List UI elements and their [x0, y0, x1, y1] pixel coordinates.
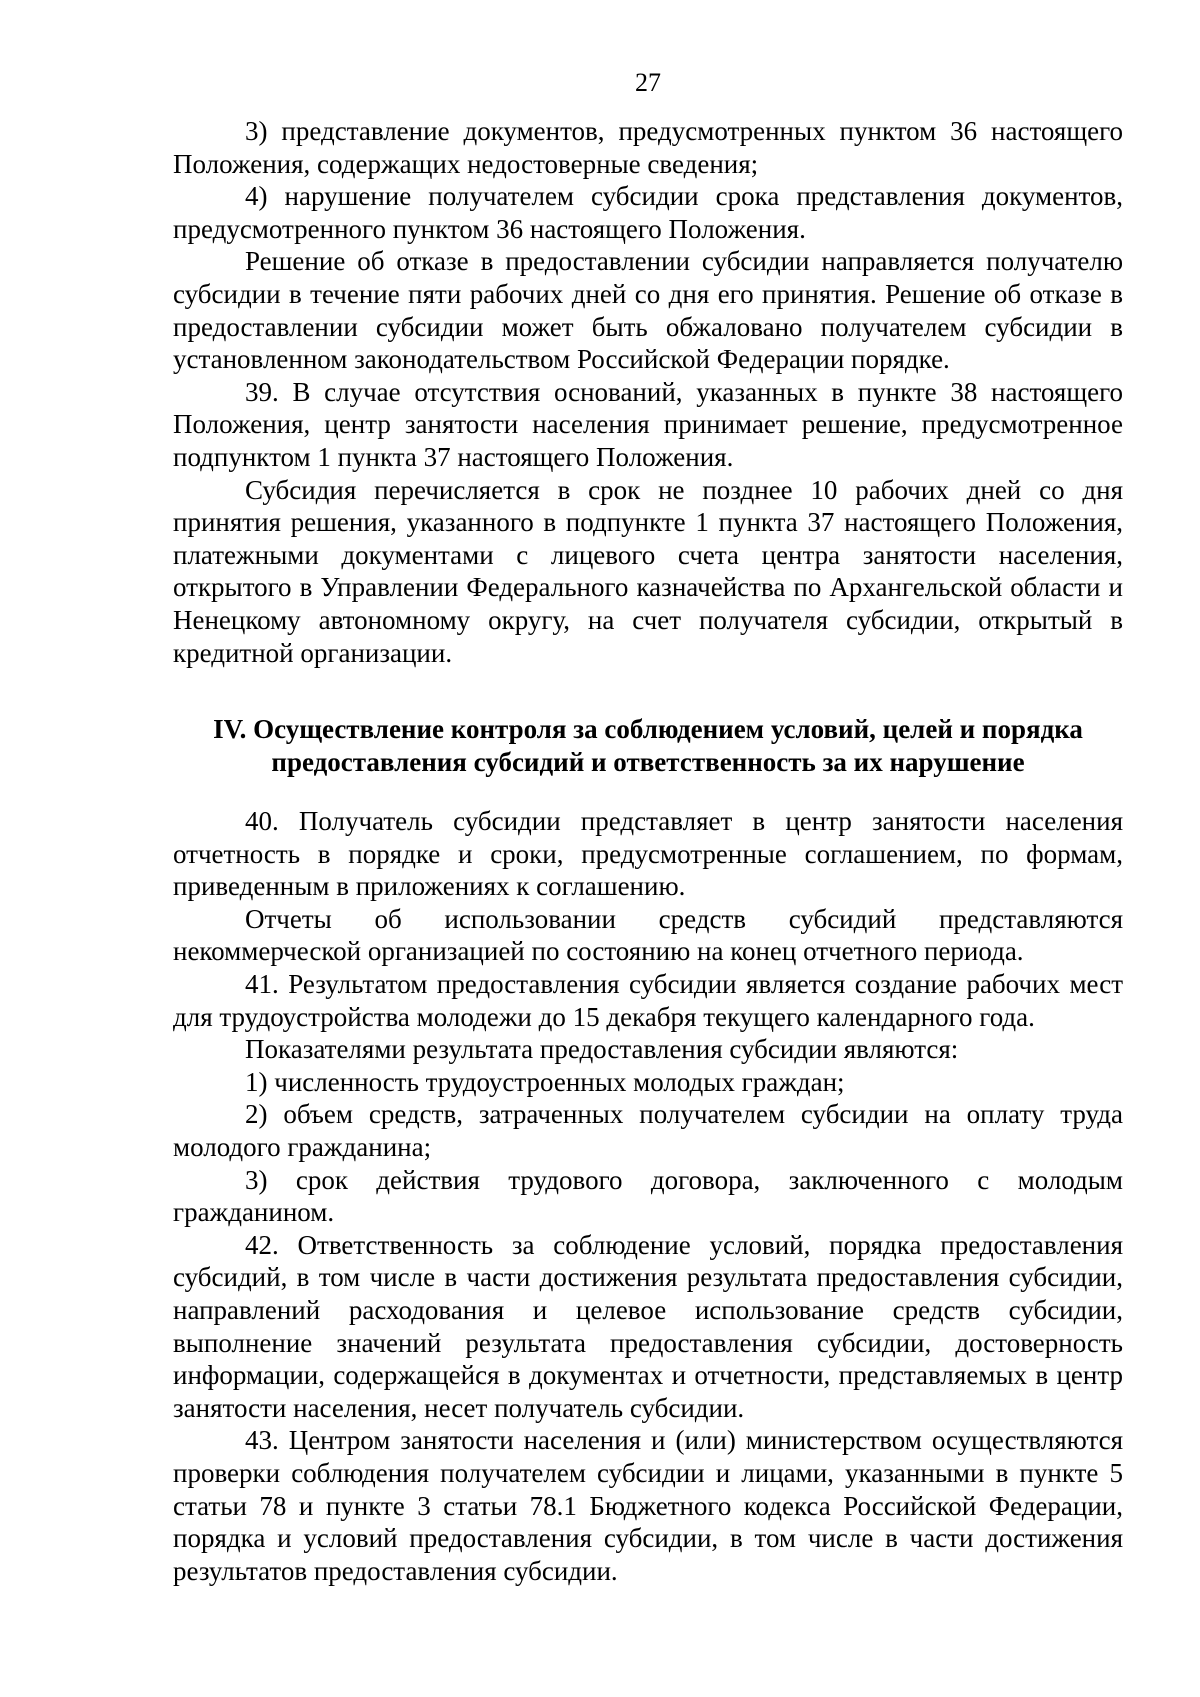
paragraph-indicator-2: 2) объем средств, затраченных получателем субсидии на оплату труда молодого гражданина; — [173, 1099, 1123, 1163]
paragraph-reports: Отчеты об использовании средств субсидий представляются некоммерческой организацией по состоянию на конец отчетного периода. — [173, 903, 1123, 967]
paragraph-item-4: 4) нарушение получателем субсидии срока представления документов, предусмотренного пунктом 36 настоящего Положения. — [173, 181, 1123, 244]
section-heading-line-2: предоставления субсидий и ответственность за их нарушение — [271, 747, 1025, 778]
paragraph-39: 39. В случае отсутствия оснований, указанных в пункте 38 настоящего Положения, центр занятости населения принимает решение, предусмотренное подпунктом 1 пункта 37 настоящего Положения. — [173, 376, 1123, 472]
paragraph-indicators-intro: Показателями результата предоставления субсидии являются: — [245, 1034, 959, 1065]
paragraph-43: 43. Центром занятости населения и (или) министерством осуществляются проверки соблюдения получателем субсидии и лицами, указанными в пункте 5 статьи 78 и пункте 3 статьи 78.1 Бюджетного кодекса Российской Федерации, порядка и условий предоставления субсидии, в том числе в части достижения результатов предоставления субсидии. — [173, 1425, 1123, 1586]
paragraph-indicator-1: 1) численность трудоустроенных молодых граждан; — [245, 1066, 845, 1097]
paragraph-40: 40. Получатель субсидии представляет в центр занятости населения отчетность в порядке и сроки, предусмотренные соглашением, по формам, приведенным в приложениях к соглашению. — [173, 806, 1123, 902]
paragraph-subsidy-transfer: Субсидия перечисляется в срок не позднее 10 рабочих дней со дня принятия решения, указанного в подпункте 1 пункта 37 настоящего Положения, платежными документами с лицевого счета центра занятости населения, открытого в Управлении Федерального казначейства по Архангельской области и Ненецкому автономному округу, на счет получателя субсидии, открытый в кредитной организации. — [173, 474, 1123, 668]
document-body — [173, 115, 1123, 1587]
page-number: 27 — [635, 68, 661, 97]
paragraph-refusal-decision: Решение об отказе в предоставлении субсидии направляется получателю субсидии в течение пяти рабочих дней со дня его принятия. Решение об отказе в предоставлении субсидии может быть обжаловано получателем субсидии в установленном законодательством Российской Федерации порядке. — [173, 246, 1123, 375]
paragraph-42: 42. Ответственность за соблюдение условий, порядка предоставления субсидий, в том числе в части достижения результата предоставления субсидии, направлений расходования и целевое использование средств субсидии, выполнение значений результата предоставления субсидии, достоверность информации, содержащейся в документах и отчетности, представляемых в центр занятости населения, несет получатель субсидии. — [173, 1229, 1123, 1423]
paragraph-indicator-3: 3) срок действия трудового договора, заключенного с молодым гражданином. — [173, 1164, 1123, 1228]
section-heading-line-1: IV. Осуществление контроля за соблюдением условий, целей и порядка — [213, 714, 1083, 745]
paragraph-41: 41. Результатом предоставления субсидии является создание рабочих мест для трудоустройства молодежи до 15 декабря текущего календарного года. — [173, 969, 1123, 1032]
paragraph-item-3: 3) представление документов, предусмотренных пунктом 36 настоящего Положения, содержащих недостоверные сведения; — [173, 116, 1123, 179]
